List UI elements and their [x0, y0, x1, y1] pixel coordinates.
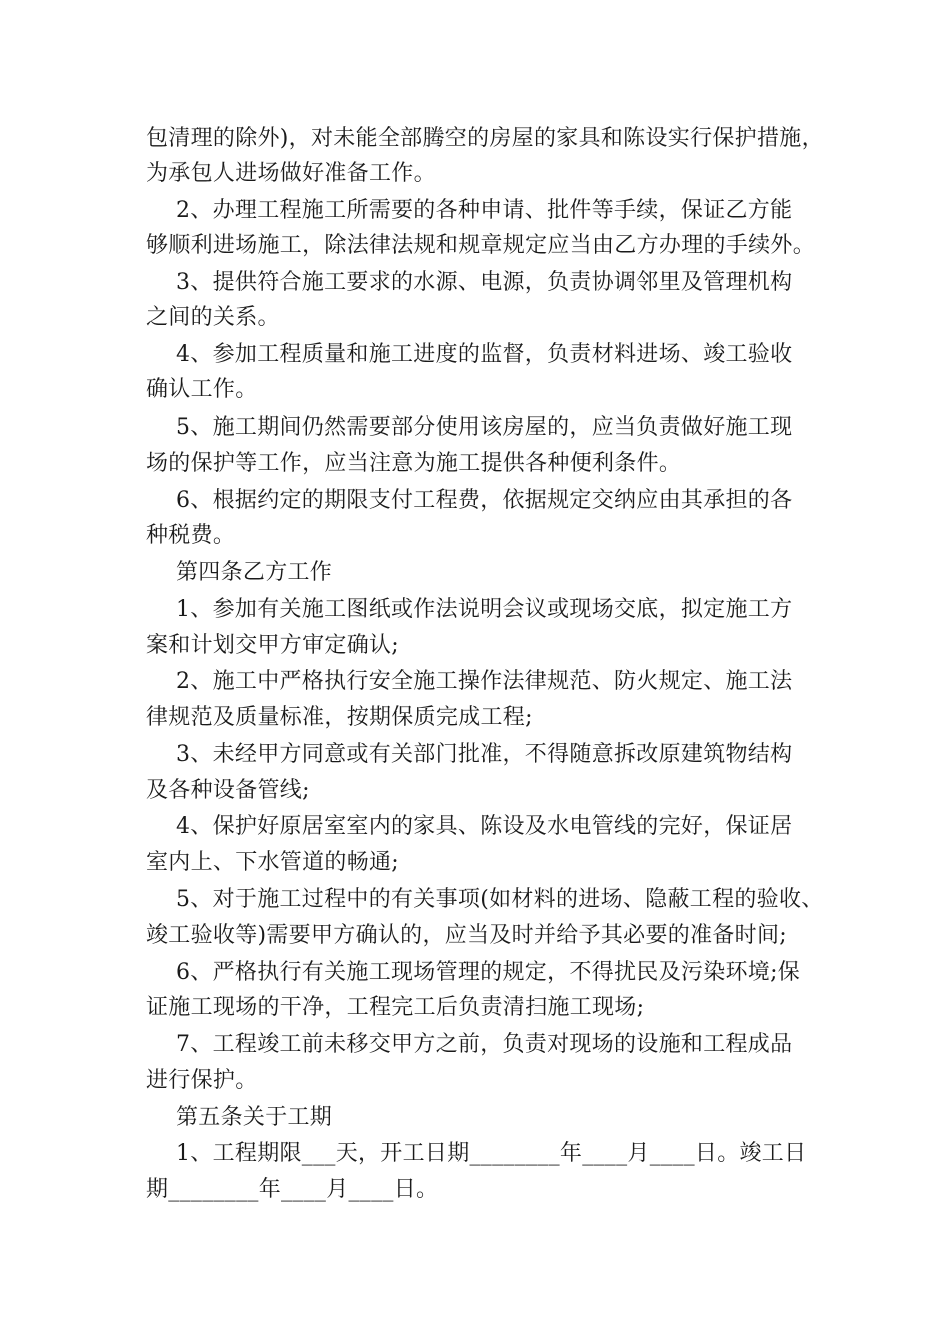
- text-line: 证施工现场的干净，工程完工后负责清扫施工现场;: [146, 995, 645, 1020]
- text-line: 期________年____月____日。: [146, 1177, 439, 1202]
- text-line: 及各种设备管线;: [146, 778, 310, 803]
- text-line: 6、严格执行有关施工现场管理的规定，不得扰民及污染环境;保: [176, 960, 801, 985]
- text-line: 场的保护等工作，应当注意为施工提供各种便利条件。: [146, 451, 682, 476]
- text-line: 2、施工中严格执行安全施工操作法律规范、防火规定、施工法: [176, 669, 793, 694]
- text-line: 4、保护好原居室室内的家具、陈设及水电管线的完好，保证居: [176, 814, 793, 839]
- text-line: 进行保护。: [146, 1068, 258, 1093]
- text-line: 3、未经甲方同意或有关部门批准，不得随意拆改原建筑物结构: [176, 742, 793, 767]
- text-line: 室内上、下水管道的畅通;: [146, 850, 400, 875]
- text-line: 6、根据约定的期限支付工程费，依据规定交纳应由其承担的各: [176, 488, 793, 513]
- text-line: 5、对于施工过程中的有关事项(如材料的进场、隐蔽工程的验收、: [176, 887, 824, 912]
- text-line: 为承包人进场做好准备工作。: [146, 161, 436, 186]
- section-heading: 第五条关于工期: [176, 1105, 333, 1130]
- text-line: 之间的关系。: [146, 305, 280, 330]
- text-line: 2、办理工程施工所需要的各种申请、批件等手续，保证乙方能: [176, 198, 793, 223]
- text-line: 确认工作。: [146, 377, 258, 402]
- text-line: 1、工程期限___天，开工日期________年____月____日。竣工日: [176, 1141, 807, 1166]
- text-line: 够顺利进场施工，除法律法规和规章规定应当由乙方办理的手续外。: [146, 233, 816, 258]
- text-line: 4、参加工程质量和施工进度的监督，负责材料进场、竣工验收: [176, 342, 793, 367]
- text-line: 案和计划交甲方审定确认;: [146, 633, 400, 658]
- text-line: 包清理的除外)，对未能全部腾空的房屋的家具和陈设实行保护措施，: [146, 126, 824, 151]
- text-line: 3、提供符合施工要求的水源、电源，负责协调邻里及管理机构: [176, 270, 793, 295]
- text-line: 种税费。: [146, 523, 236, 548]
- text-line: 1、参加有关施工图纸或作法说明会议或现场交底，拟定施工方: [176, 597, 793, 622]
- text-line: 7、工程竣工前未移交甲方之前，负责对现场的设施和工程成品: [176, 1032, 793, 1057]
- text-line: 律规范及质量标准，按期保质完成工程;: [146, 705, 533, 730]
- section-heading: 第四条乙方工作: [176, 560, 333, 585]
- text-line: 竣工验收等)需要甲方确认的，应当及时并给予其必要的准备时间;: [146, 923, 787, 948]
- text-line: 5、施工期间仍然需要部分使用该房屋的，应当负责做好施工现: [176, 415, 793, 440]
